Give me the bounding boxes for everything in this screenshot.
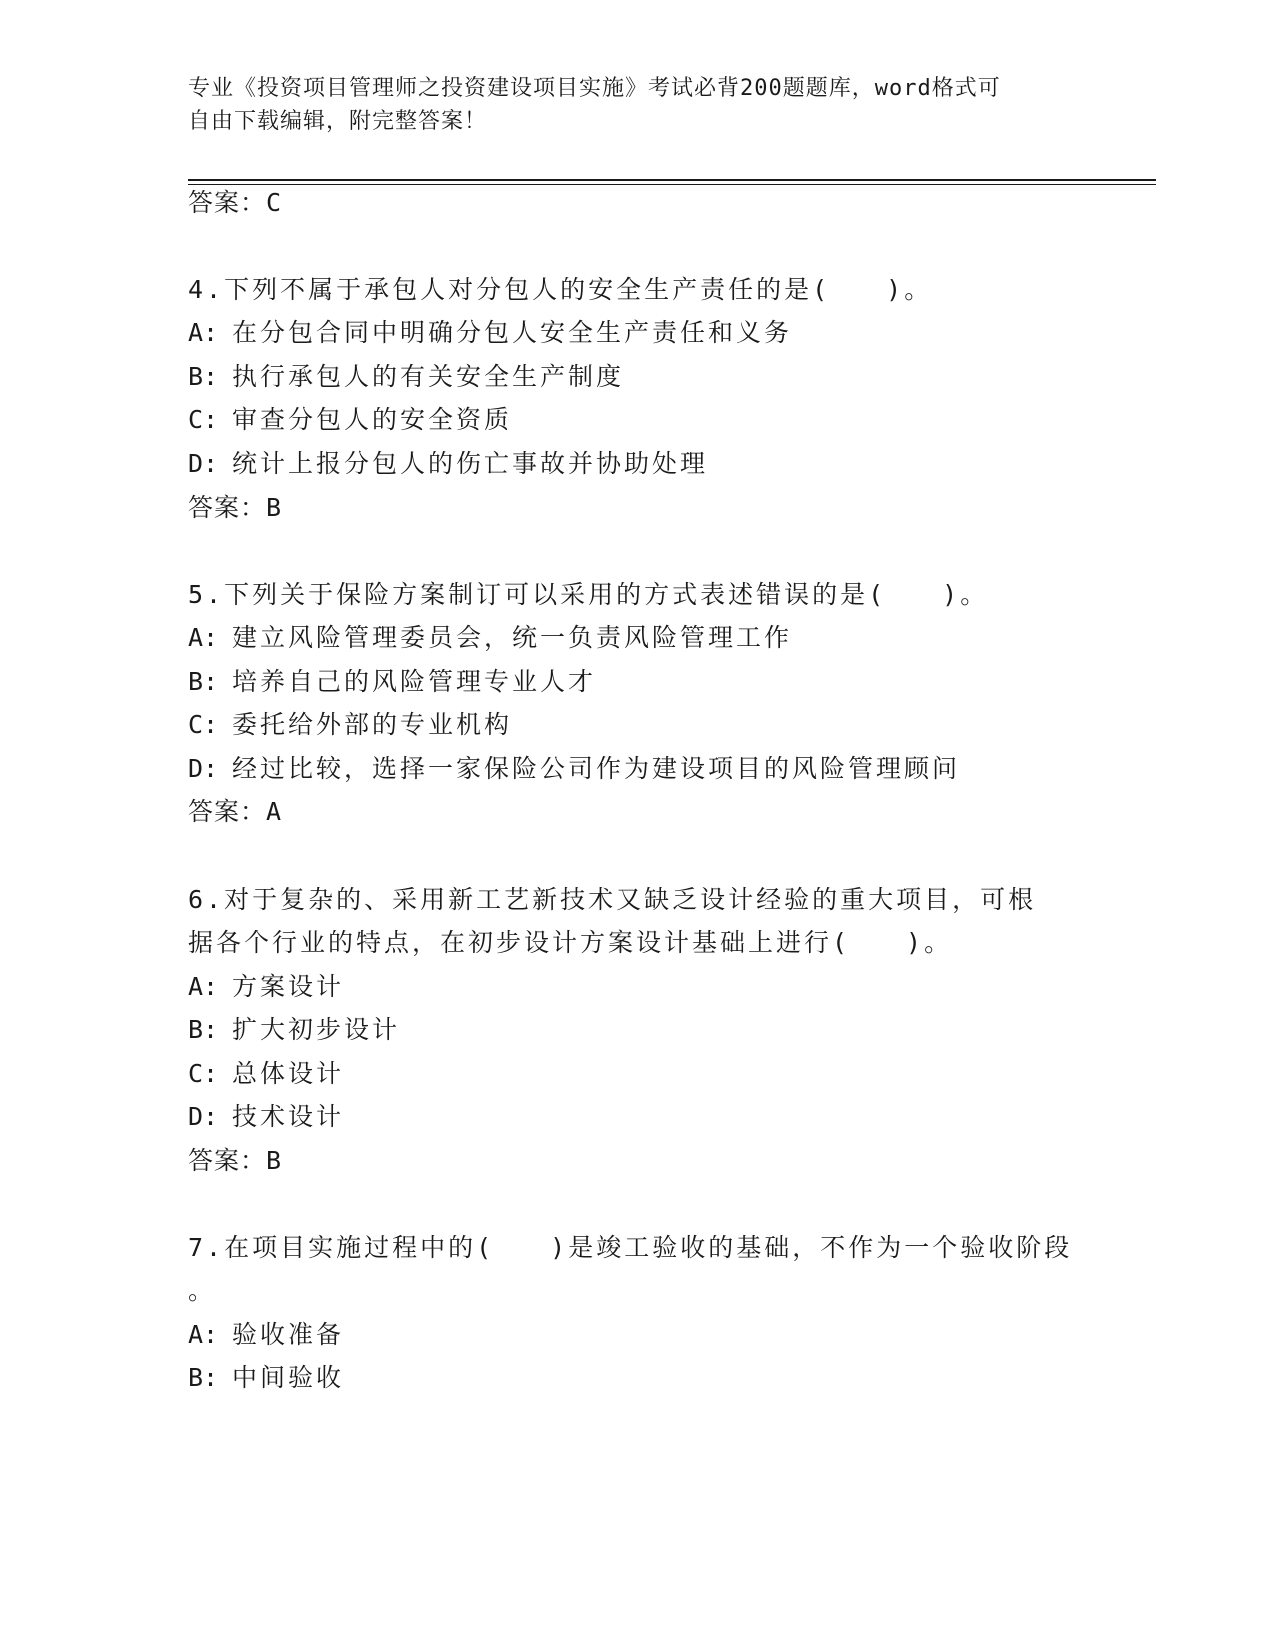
option-text: 审查分包人的安全资质 (232, 405, 513, 434)
option-text: 委托给外部的专业机构 (232, 710, 513, 739)
option-text: 方案设计 (232, 972, 345, 1001)
question-5-option-c (188, 709, 512, 741)
option-text: 培养自己的风险管理专业人才 (232, 667, 597, 696)
question-5-option-a (188, 622, 792, 654)
prev-answer: 答案：C (188, 188, 283, 217)
question-6-option-d (188, 1101, 344, 1133)
option-text: 技术设计 (232, 1102, 345, 1131)
question-5-answer: 答案：A (188, 797, 283, 826)
option-label: A: (188, 623, 219, 652)
option-label: B: (188, 667, 219, 696)
question-6-stem-line-2: 据各个行业的特点，在初步设计方案设计基础上进行( )。 (188, 928, 953, 957)
option-text: 中间验收 (232, 1363, 345, 1392)
option-label: A: (188, 318, 219, 347)
option-label: A: (188, 972, 219, 1001)
header-line-1: 专业《投资项目管理师之投资建设项目实施》考试必背200题题库，word格式可 (188, 76, 1001, 101)
option-label: D: (188, 1102, 219, 1131)
option-text: 总体设计 (232, 1059, 345, 1088)
option-label: D: (188, 754, 219, 783)
question-5-option-b (188, 666, 596, 698)
question-7-option-b (188, 1362, 344, 1394)
question-5-option-d (188, 753, 960, 785)
option-text: 经过比较，选择一家保险公司作为建设项目的风险管理顾问 (232, 754, 961, 783)
question-7-option-a (188, 1319, 344, 1351)
option-label: B: (188, 1363, 219, 1392)
question-4-answer: 答案：B (188, 493, 283, 522)
question-5-stem: 5.下列关于保险方案制订可以采用的方式表述错误的是( )。 (188, 580, 989, 609)
option-text: 验收准备 (232, 1320, 345, 1349)
question-4-option-d (188, 448, 708, 480)
header-line-2: 自由下载编辑，附完整答案！ (188, 109, 488, 134)
header-rule-thin (188, 184, 1156, 185)
option-label: C: (188, 405, 219, 434)
option-label: A: (188, 1320, 219, 1349)
question-4-option-c (188, 404, 512, 436)
option-label: D: (188, 449, 219, 478)
option-text: 扩大初步设计 (232, 1015, 401, 1044)
option-label: B: (188, 362, 219, 391)
question-6-option-b (188, 1014, 400, 1046)
option-text: 在分包合同中明确分包人安全生产责任和义务 (232, 318, 793, 347)
document-header (188, 72, 1068, 138)
question-6-option-a (188, 971, 344, 1003)
option-label: B: (188, 1015, 219, 1044)
question-4-option-b (188, 361, 624, 393)
header-rule-thick (188, 179, 1156, 181)
option-label: C: (188, 710, 219, 739)
option-text: 建立风险管理委员会，统一负责风险管理工作 (232, 623, 793, 652)
question-6-option-c (188, 1058, 344, 1090)
question-6-stem-line-1: 6.对于复杂的、采用新工艺新技术又缺乏设计经验的重大项目，可根 (188, 885, 1037, 914)
option-text: 统计上报分包人的伤亡事故并协助处理 (232, 449, 709, 478)
question-6-answer: 答案：B (188, 1146, 283, 1175)
question-7-stem-line-1: 7.在项目实施过程中的( )是竣工验收的基础，不作为一个验收阶段 (188, 1233, 1073, 1262)
question-7-stem-line-2: 。 (188, 1276, 217, 1305)
option-text: 执行承包人的有关安全生产制度 (232, 362, 625, 391)
question-4-stem: 4.下列不属于承包人对分包人的安全生产责任的是( )。 (188, 275, 933, 304)
option-label: C: (188, 1059, 219, 1088)
question-4-option-a (188, 317, 792, 349)
